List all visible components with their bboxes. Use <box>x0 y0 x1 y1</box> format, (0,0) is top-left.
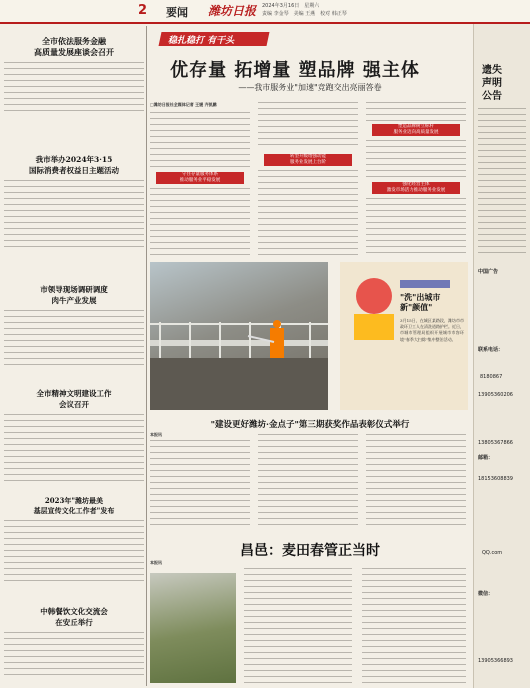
cartoon-caption: 3月15日，在城区某路段，潍坊市市政环卫工人在清洗道路护栏。近日，市城市管理局组织开展城市市容环境"春季大扫除"集中整治活动。 <box>400 318 464 342</box>
article-title: 我市举办2024年3·15 国际消费者权益日主题活动 <box>29 155 119 175</box>
feature-subhead: ——我市服务业"加速"竞跑交出亮丽答卷 <box>238 83 382 92</box>
phone-5: 13905366893 <box>478 658 513 664</box>
column-divider <box>146 26 147 686</box>
awards-text <box>366 434 466 528</box>
editor-line: 责编 李金琴 美编 王燕 校对 韩正琴 <box>262 11 347 17</box>
wechat-label: 微信： <box>478 591 494 597</box>
article-text <box>4 310 144 370</box>
left-column <box>4 26 144 686</box>
date-line: 2024年3月16日 星期六 <box>262 3 320 9</box>
feature-banner: 稳扎稳打 有干头 <box>168 36 235 46</box>
article-3 <box>4 284 144 370</box>
qq-label: QQ.com <box>482 550 503 556</box>
phone-3: 13805367866 <box>478 440 513 446</box>
page-number: 2 <box>138 3 148 18</box>
feature-text <box>366 198 466 258</box>
feature-byline: □潍坊日报社全媒体记者 王媛 齐凯鹏 <box>150 102 217 107</box>
section-box-3: 塑造品牌树立标杆 服务业迈向高质量发展 <box>372 124 460 136</box>
section-box-2: 转型升级增强动能 服务业发展上台阶 <box>264 154 352 166</box>
article-6 <box>4 606 144 680</box>
photo-illustration <box>150 262 328 410</box>
classified-ads-strip <box>473 24 530 688</box>
awards-text <box>258 434 358 528</box>
wheat-field-photo <box>150 573 236 683</box>
article-1 <box>4 36 144 114</box>
awards-body <box>150 432 470 528</box>
changyi-title: 昌邑：麦田春管正当时 <box>240 543 380 559</box>
article-text <box>4 62 144 114</box>
feature-text <box>366 102 466 122</box>
article-4 <box>4 388 144 484</box>
article-title: 市领导现场调研调度 肉牛产业发展 <box>40 285 108 305</box>
article-2 <box>4 154 144 250</box>
article-title: 中韩餐饮文化交流会 在安丘举行 <box>40 607 108 627</box>
changyi-text <box>244 568 352 684</box>
feature-headline: 优存量 拓增量 塑品牌 强主体 <box>170 60 420 81</box>
section-box-4: 强化经营主体 激发市场活力推动服务业发展 <box>372 182 460 194</box>
article-5 <box>4 496 144 584</box>
masthead <box>0 0 530 24</box>
cartoon-box <box>340 262 468 410</box>
changyi-byline: 本报讯 <box>150 560 162 565</box>
phone-1: 8180867 <box>480 374 503 380</box>
article-title: 全市精神文明建设工作 会议召开 <box>36 389 112 409</box>
section-box-1: 守住存量服务体系 推动服务业平稳发展 <box>156 172 244 184</box>
street-cleaning-photo <box>150 262 328 410</box>
article-text <box>4 414 144 484</box>
article-text <box>4 520 144 584</box>
article-text <box>4 632 144 680</box>
feature-body <box>150 100 470 260</box>
article-text <box>4 180 144 250</box>
phone-label: 联系电话： <box>478 347 504 353</box>
china-ad-label: 中国广告 <box>478 269 499 275</box>
awards-byline: 本报讯 <box>150 432 162 437</box>
phone-4: 18153608839 <box>478 476 513 482</box>
feature-text <box>258 170 358 258</box>
article-title: 2023年"潍坊最美 基层宣传文化工作者"发布 <box>33 496 115 515</box>
feature-text <box>258 102 358 150</box>
notice-text <box>478 108 526 258</box>
awards-text <box>150 440 250 528</box>
email-label: 邮箱： <box>478 455 494 461</box>
feature-text <box>150 188 250 258</box>
awards-title: "建设更好潍坊·金点子"第三期获奖作品表彰仪式举行 <box>210 420 410 430</box>
phone-2: 13905360206 <box>478 392 513 398</box>
cartoon-title: "洗"出城市 新"颜值" <box>400 292 441 312</box>
section-name: 要闻 <box>166 6 188 19</box>
feature-text <box>150 112 250 170</box>
changyi-text <box>362 568 466 684</box>
feature-text <box>366 140 466 180</box>
newspaper-logo: 潍坊日报 <box>208 4 257 18</box>
ads-heading: 遗失 声明 公告 <box>482 65 502 102</box>
article-title: 全市依法服务金融 高质量发展座谈会召开 <box>34 36 114 57</box>
